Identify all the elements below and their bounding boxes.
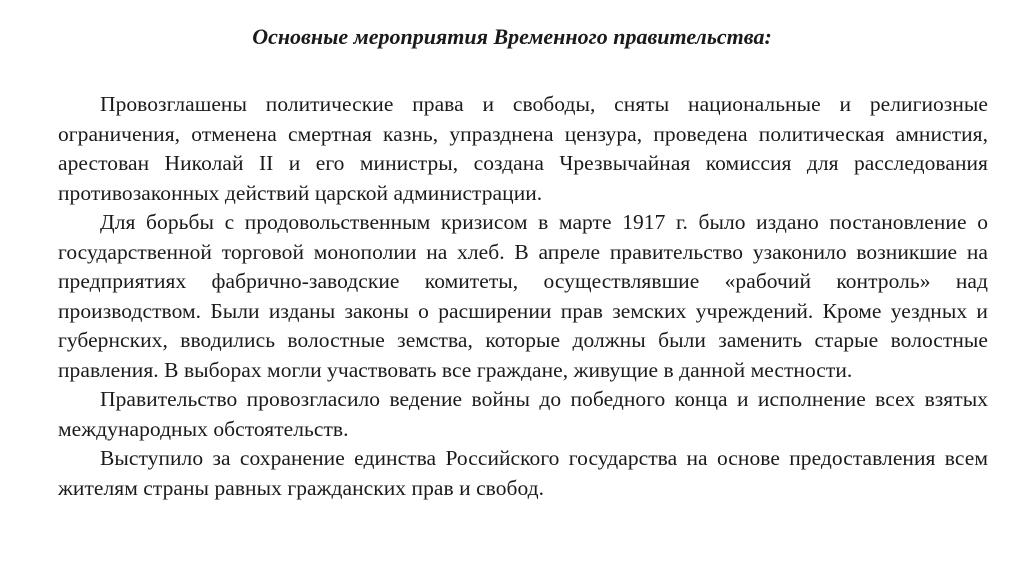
- paragraph-rights-freedoms: Провозглашены политические права и свободы, сняты национальные и религиозные ограничения, отменена смертная казнь, упразднена цензура, проведена политическая амнистия, арестован Николай II и его министры, создана Чрезвычайная комиссия для расследования противозаконных действий царской администрации.: [58, 92, 988, 205]
- paragraph-war: Правительство провозгласило ведение войны до победного конца и исполнение всех взятых международных обстоятельств.: [58, 387, 988, 441]
- paragraph-food-crisis: Для борьбы с продовольственным кризисом в марте 1917 г. было издано постановление о государственной торговой монополии на хлеб. В апреле правительство узаконило возникшие на предприятиях фабрично-заводские комитеты, осуществлявшие «рабочий контроль» над производством. Были изданы законы о расширении прав земских учреждений. Кроме уездных и губернских, вводились волостные земства, которые должны были заменить старые волостные правления. В выборах могли участвовать все граждане, живущие в данной местности.: [58, 210, 988, 382]
- document-body: [58, 90, 988, 503]
- paragraph-state-unity: Выступило за сохранение единства Российского государства на основе предоставления всем жителям страны равных гражданских прав и свобод.: [58, 446, 988, 500]
- page-title: Основные мероприятия Временного правительства:: [252, 24, 772, 49]
